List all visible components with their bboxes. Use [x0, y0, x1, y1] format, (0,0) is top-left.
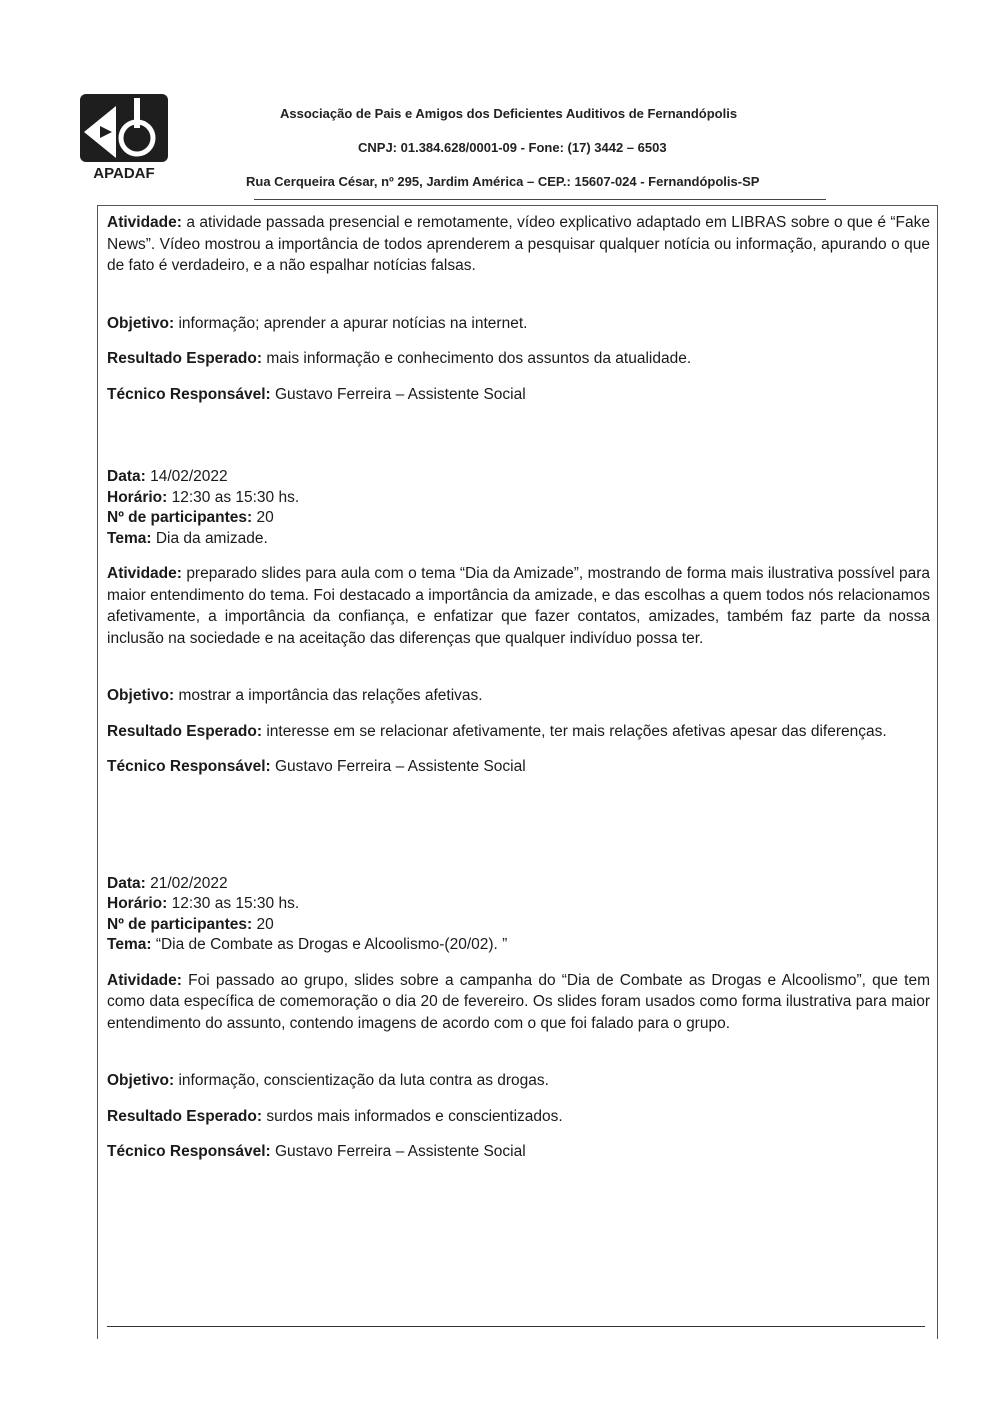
objetivo-label: Objetivo: — [107, 314, 175, 332]
atividade-text: preparado slides para aula com o tema “Dia da Amizade”, mostrando de forma mais ilustrativa possível para maior entendimento do tema. Foi destacado a importância da amizade, e das escolhas a quem todos nós relacionamos afetivamente, a importância da confiança, e enfatizar que fazer contatos, amizades, também faz parte da nossa inclusão na sociedade e na aceitação das diferenças que qualquer indivíduo possa ter. — [107, 565, 930, 647]
data-label: Data: — [107, 874, 146, 892]
entry-2-participantes — [107, 508, 930, 529]
data-value: 14/02/2022 — [150, 468, 228, 485]
entry-3-tema — [107, 935, 930, 956]
letterhead — [0, 0, 992, 210]
tecnico-label: Técnico Responsável: — [107, 385, 271, 403]
tecnico-label: Técnico Responsável: — [107, 758, 271, 775]
data-value: 21/02/2022 — [150, 874, 228, 892]
header-divider — [254, 199, 826, 200]
resultado-label: Resultado Esperado: — [107, 1107, 263, 1125]
apadaf-logo — [78, 92, 170, 184]
objetivo-label: Objetivo: — [107, 1072, 175, 1089]
participantes-value: 20 — [256, 509, 274, 526]
entry-2-atividade — [107, 563, 930, 649]
participantes-label: Nº de participantes: — [107, 509, 253, 526]
entry-3-objetivo — [107, 1070, 930, 1092]
tecnico-text: Gustavo Ferreira – Assistente Social — [274, 758, 526, 775]
horario-value: 12:30 as 15:30 hs. — [171, 895, 300, 912]
tema-label: Tema: — [107, 936, 152, 953]
atividade-label: Atividade: — [107, 214, 182, 231]
organization-name: Associação de Pais e Amigos dos Deficientes Auditivos de Fernandópolis — [280, 106, 738, 121]
resultado-text: interesse em se relacionar afetivamente, ter mais relações afetivas apesar das diferenças. — [266, 722, 887, 740]
atividade-text: Foi passado ao grupo, slides sobre a campanha do “Dia de Combate as Drogas e Alcoolismo”, que tem como data específica de comemoração o dia 20 de fevereiro. Os slides foram usados como forma ilustrativa para maior entendimento do assunto, contendo imagens de acordo com o que foi falado para o grupo. — [107, 971, 930, 1032]
entry-1-atividade — [107, 212, 930, 277]
data-label: Data: — [107, 468, 146, 485]
entry-2-tecnico — [107, 756, 930, 778]
atividade-label: Atividade: — [107, 971, 182, 989]
participantes-label: Nº de participantes: — [107, 915, 253, 933]
resultado-text: mais informação e conhecimento dos assuntos da atualidade. — [266, 350, 692, 367]
organization-cnpj-phone: CNPJ: 01.384.628/0001-09 - Fone: (17) 3442 – 6503 — [358, 140, 667, 155]
entry-3-horario — [107, 894, 930, 915]
horario-value: 12:30 as 15:30 hs. — [171, 488, 300, 506]
entry-2-tema — [107, 529, 930, 550]
entry-3-tecnico — [107, 1141, 930, 1163]
resultado-text: surdos mais informados e conscientizados. — [266, 1107, 563, 1125]
tecnico-text: Gustavo Ferreira – Assistente Social — [274, 385, 526, 403]
resultado-label: Resultado Esperado: — [107, 722, 263, 740]
objetivo-text: mostrar a importância das relações afetivas. — [178, 687, 483, 704]
atividade-label: Atividade: — [107, 565, 182, 582]
tema-label: Tema: — [107, 529, 152, 547]
entry-3-data — [107, 874, 930, 895]
entry-2-objetivo — [107, 685, 930, 707]
svg-text:APADAF: APADAF — [93, 165, 155, 182]
objetivo-text: informação, conscientização da luta contra as drogas. — [178, 1072, 549, 1089]
entry-1-resultado — [107, 348, 930, 370]
tema-value: “Dia de Combate as Drogas e Alcoolismo-(20/02). ” — [155, 936, 508, 953]
resultado-label: Resultado Esperado: — [107, 350, 263, 367]
entry-2-horario — [107, 488, 930, 509]
entry-3-resultado — [107, 1106, 930, 1128]
footer-divider — [107, 1326, 925, 1327]
entry-1-objetivo — [107, 313, 930, 335]
entry-3-atividade — [107, 970, 930, 1035]
organization-address: Rua Cerqueira César, nº 295, Jardim América – CEP.: 15607-024 - Fernandópolis-SP — [246, 174, 760, 189]
entry-3-participantes — [107, 915, 930, 936]
horario-label: Horário: — [107, 488, 168, 506]
tema-value: Dia da amizade. — [155, 529, 268, 547]
report-body — [107, 212, 930, 1163]
participantes-value: 20 — [256, 915, 274, 933]
tecnico-label: Técnico Responsável: — [107, 1143, 271, 1160]
entry-2-data — [107, 467, 930, 488]
atividade-text: a atividade passada presencial e remotamente, vídeo explicativo adaptado em LIBRAS sobre o que é “Fake News”. Vídeo mostrou a importância de todos aprenderem a pesquisar qualquer notícia ou informação, apurando o que de fato é verdadeiro, e a não espalhar notícias falsas. — [107, 214, 931, 274]
entry-1-tecnico — [107, 384, 930, 406]
tecnico-text: Gustavo Ferreira – Assistente Social — [274, 1143, 526, 1160]
objetivo-label: Objetivo: — [107, 687, 175, 704]
entry-2-resultado — [107, 721, 930, 743]
objetivo-text: informação; aprender a apurar notícias na internet. — [178, 314, 528, 332]
horario-label: Horário: — [107, 895, 168, 912]
apadaf-logo-icon — [78, 92, 170, 184]
